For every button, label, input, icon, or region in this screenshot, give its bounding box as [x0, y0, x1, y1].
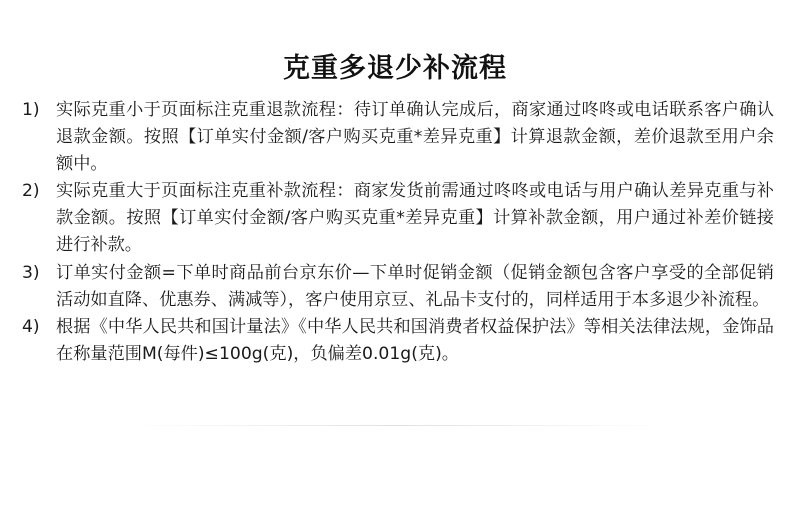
rule-item-3 [22, 260, 774, 314]
rule-number: 4) [22, 317, 40, 338]
rule-text: 订单实付金额=下单时商品前台京东价—下单时促销金额（促销金额包含客户享受的全部促销活动如直降、优惠券、满减等），客户使用京豆、礼品卡支付的，同样适用于本多退少补流程。 [56, 262, 774, 310]
bottom-divider [130, 425, 665, 426]
rules-list [22, 97, 774, 369]
rule-number: 3) [22, 262, 40, 283]
rule-number: 1) [22, 100, 40, 120]
rule-item-4 [22, 314, 774, 368]
rule-item-1 [22, 97, 774, 177]
rule-text: 实际克重大于页面标注克重补款流程：商家发货前需通过咚咚或电话与用户确认差异克重与补款金额。按照【订单实付金额/客户购买克重*差异克重】计算补款金额，用户通过补差价链接进行补款。 [56, 181, 774, 255]
rule-text: 根据《中华人民共和国计量法》《中华人民共和国消费者权益保护法》等相关法律法规，金饰品在称量范围M(每件)≤100g(克)，负偏差0.01g(克)。 [56, 317, 774, 365]
rule-number: 2) [22, 181, 40, 202]
page-title: 克重多退少补流程 [283, 53, 507, 84]
rule-text: 实际克重小于页面标注克重退款流程：待订单确认完成后，商家通过咚咚或电话联系客户确认退款金额。按照【订单实付金额/客户购买克重*差异克重】计算退款金额，差价退款至用户余额中。 [56, 100, 774, 174]
rule-item-2 [22, 178, 774, 258]
